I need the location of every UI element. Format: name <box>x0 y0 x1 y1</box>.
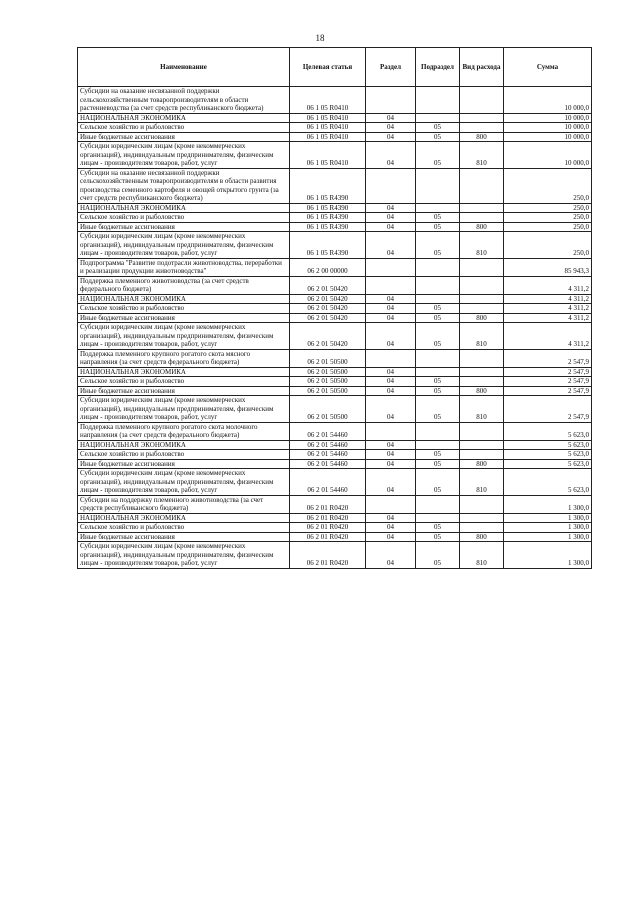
cell-target: 06 2 01 54460 <box>290 422 366 440</box>
cell-target: 06 2 01 54460 <box>290 450 366 460</box>
cell-subsection <box>416 440 460 450</box>
cell-target: 06 2 01 R0420 <box>290 513 366 523</box>
table-row <box>78 469 592 496</box>
cell-subsection: 05 <box>416 123 460 133</box>
cell-expense-type <box>460 87 504 114</box>
cell-sum: 5 623,0 <box>504 469 592 496</box>
cell-name: Субсидии на поддержку племенного животноводства (за счет средств республиканского бюджета) <box>78 495 290 513</box>
cell-subsection: 05 <box>416 459 460 469</box>
cell-target: 06 1 05 R4390 <box>290 222 366 232</box>
cell-sum: 10 000,0 <box>504 113 592 123</box>
cell-sum: 2 547,9 <box>504 386 592 396</box>
cell-name: Иные бюджетные ассигнования <box>78 313 290 323</box>
table-row <box>78 349 592 367</box>
cell-name: НАЦИОНАЛЬНАЯ ЭКОНОМИКА <box>78 203 290 213</box>
table-row <box>78 87 592 114</box>
cell-name: Иные бюджетные ассигнования <box>78 386 290 396</box>
cell-target: 06 1 05 R0410 <box>290 87 366 114</box>
table-row <box>78 386 592 396</box>
cell-sum: 2 547,9 <box>504 349 592 367</box>
cell-sum: 1 300,0 <box>504 523 592 533</box>
cell-subsection <box>416 422 460 440</box>
cell-section <box>366 87 416 114</box>
header-name: Наименование <box>78 48 290 87</box>
cell-name: Иные бюджетные ассигнования <box>78 132 290 142</box>
cell-expense-type <box>460 349 504 367</box>
cell-name: Поддержка племенного животноводства (за счет средств федерального бюджета) <box>78 276 290 294</box>
cell-subsection: 05 <box>416 377 460 387</box>
cell-section: 04 <box>366 450 416 460</box>
cell-sum: 85 943,3 <box>504 258 592 276</box>
cell-section <box>366 168 416 203</box>
table-row <box>78 113 592 123</box>
cell-name: Иные бюджетные ассигнования <box>78 459 290 469</box>
cell-subsection: 05 <box>416 386 460 396</box>
cell-subsection: 05 <box>416 132 460 142</box>
cell-name: Поддержка племенного крупного рогатого скота мясного направления (за счет средств федерального бюджета) <box>78 349 290 367</box>
cell-name: Сельское хозяйство и рыболовство <box>78 523 290 533</box>
cell-subsection: 05 <box>416 232 460 259</box>
cell-target: 06 2 01 R0420 <box>290 523 366 533</box>
cell-target: 06 2 01 50500 <box>290 377 366 387</box>
table-row <box>78 123 592 133</box>
cell-subsection: 05 <box>416 323 460 350</box>
cell-sum: 250,0 <box>504 213 592 223</box>
cell-name: НАЦИОНАЛЬНАЯ ЭКОНОМИКА <box>78 513 290 523</box>
cell-sum: 2 547,9 <box>504 396 592 423</box>
cell-sum: 5 623,0 <box>504 422 592 440</box>
cell-sum: 250,0 <box>504 222 592 232</box>
cell-target: 06 1 05 R0410 <box>290 132 366 142</box>
cell-sum: 5 623,0 <box>504 450 592 460</box>
cell-expense-type <box>460 377 504 387</box>
cell-sum: 1 300,0 <box>504 495 592 513</box>
cell-subsection: 05 <box>416 142 460 169</box>
cell-expense-type: 800 <box>460 132 504 142</box>
table-row <box>78 396 592 423</box>
header-sum: Сумма <box>504 48 592 87</box>
cell-target: 06 2 01 50500 <box>290 396 366 423</box>
cell-sum: 10 000,0 <box>504 142 592 169</box>
cell-sum: 10 000,0 <box>504 132 592 142</box>
cell-expense-type: 810 <box>460 542 504 569</box>
cell-expense-type <box>460 523 504 533</box>
cell-name: НАЦИОНАЛЬНАЯ ЭКОНОМИКА <box>78 367 290 377</box>
cell-expense-type <box>460 513 504 523</box>
cell-subsection <box>416 349 460 367</box>
cell-subsection: 05 <box>416 469 460 496</box>
cell-section: 04 <box>366 113 416 123</box>
cell-section: 04 <box>366 377 416 387</box>
cell-name: НАЦИОНАЛЬНАЯ ЭКОНОМИКА <box>78 113 290 123</box>
cell-subsection: 05 <box>416 523 460 533</box>
cell-name: Субсидии юридическим лицам (кроме некоммерческих организаций), индивидуальным предпринимателям, физическим лицам - производителям товаров, работ, услуг <box>78 232 290 259</box>
cell-section: 04 <box>366 232 416 259</box>
cell-sum: 10 000,0 <box>504 87 592 114</box>
cell-expense-type <box>460 495 504 513</box>
cell-name: Сельское хозяйство и рыболовство <box>78 213 290 223</box>
cell-section: 04 <box>366 142 416 169</box>
cell-expense-type <box>460 258 504 276</box>
cell-section: 04 <box>366 542 416 569</box>
cell-section: 04 <box>366 523 416 533</box>
cell-section: 04 <box>366 304 416 314</box>
table-row <box>78 495 592 513</box>
cell-target: 06 2 01 50500 <box>290 367 366 377</box>
cell-target: 06 1 05 R0410 <box>290 123 366 133</box>
table-row <box>78 276 592 294</box>
table-row <box>78 132 592 142</box>
cell-name: Субсидии юридическим лицам (кроме некоммерческих организаций), индивидуальным предпринимателям, физическим лицам - производителям товаров, работ, услуг <box>78 396 290 423</box>
table-row <box>78 513 592 523</box>
table-row <box>78 523 592 533</box>
cell-section: 04 <box>366 386 416 396</box>
page-number: 18 <box>315 33 325 43</box>
table-row <box>78 313 592 323</box>
cell-target: 06 1 05 R0410 <box>290 113 366 123</box>
cell-subsection <box>416 168 460 203</box>
cell-name: Сельское хозяйство и рыболовство <box>78 377 290 387</box>
cell-target: 06 2 01 50500 <box>290 349 366 367</box>
cell-section: 04 <box>366 396 416 423</box>
cell-section: 04 <box>366 459 416 469</box>
cell-name: Поддержка племенного крупного рогатого скота молочного направления (за счет средств федерального бюджета) <box>78 422 290 440</box>
cell-expense-type <box>460 203 504 213</box>
cell-sum: 10 000,0 <box>504 123 592 133</box>
cell-section: 04 <box>366 513 416 523</box>
header-subsection: Подраздел <box>416 48 460 87</box>
cell-name: Иные бюджетные ассигнования <box>78 532 290 542</box>
cell-target: 06 2 01 50420 <box>290 294 366 304</box>
cell-sum: 4 311,2 <box>504 313 592 323</box>
table-row <box>78 377 592 387</box>
cell-name: Субсидии юридическим лицам (кроме некоммерческих организаций), индивидуальным предпринимателям, физическим лицам - производителям товаров, работ, услуг <box>78 323 290 350</box>
table-header-row <box>78 48 592 87</box>
cell-section: 04 <box>366 123 416 133</box>
cell-subsection: 05 <box>416 222 460 232</box>
cell-name: Субсидии на оказание несвязанной поддержки сельскохозяйственным товаропроизводителям в области растениеводства (за счет средств республиканского бюджета) <box>78 87 290 114</box>
table-row <box>78 142 592 169</box>
cell-subsection <box>416 258 460 276</box>
cell-subsection: 05 <box>416 313 460 323</box>
cell-sum: 4 311,2 <box>504 294 592 304</box>
cell-expense-type: 800 <box>460 386 504 396</box>
table-row <box>78 294 592 304</box>
cell-sum: 1 300,0 <box>504 542 592 569</box>
cell-sum: 250,0 <box>504 232 592 259</box>
table-row <box>78 203 592 213</box>
cell-target: 06 2 01 R0420 <box>290 532 366 542</box>
cell-target: 06 2 01 R0420 <box>290 495 366 513</box>
cell-sum: 1 300,0 <box>504 532 592 542</box>
cell-subsection: 05 <box>416 396 460 423</box>
cell-target: 06 1 05 R0410 <box>290 142 366 169</box>
cell-expense-type: 810 <box>460 396 504 423</box>
cell-expense-type: 800 <box>460 313 504 323</box>
cell-sum: 1 300,0 <box>504 513 592 523</box>
cell-target: 06 1 05 R4390 <box>290 203 366 213</box>
cell-name: Сельское хозяйство и рыболовство <box>78 123 290 133</box>
table-row <box>78 532 592 542</box>
cell-section: 04 <box>366 313 416 323</box>
cell-name: Сельское хозяйство и рыболовство <box>78 304 290 314</box>
cell-expense-type: 810 <box>460 142 504 169</box>
cell-section: 04 <box>366 469 416 496</box>
cell-expense-type <box>460 213 504 223</box>
cell-section: 04 <box>366 203 416 213</box>
cell-expense-type <box>460 123 504 133</box>
cell-subsection <box>416 367 460 377</box>
cell-section: 04 <box>366 132 416 142</box>
cell-name: Субсидии юридическим лицам (кроме некоммерческих организаций), индивидуальным предпринимателям, физическим лицам - производителям товаров, работ, услуг <box>78 542 290 569</box>
cell-target: 06 1 05 R4390 <box>290 168 366 203</box>
cell-subsection <box>416 294 460 304</box>
cell-subsection: 05 <box>416 213 460 223</box>
table-row <box>78 422 592 440</box>
table-row <box>78 232 592 259</box>
cell-sum: 5 623,0 <box>504 440 592 450</box>
cell-subsection <box>416 113 460 123</box>
cell-section: 04 <box>366 294 416 304</box>
cell-sum: 4 311,2 <box>504 304 592 314</box>
cell-target: 06 1 05 R4390 <box>290 232 366 259</box>
cell-subsection <box>416 495 460 513</box>
cell-section: 04 <box>366 440 416 450</box>
cell-name: Иные бюджетные ассигнования <box>78 222 290 232</box>
cell-expense-type <box>460 422 504 440</box>
cell-target: 06 2 00 00000 <box>290 258 366 276</box>
cell-name: НАЦИОНАЛЬНАЯ ЭКОНОМИКА <box>78 440 290 450</box>
cell-section: 04 <box>366 323 416 350</box>
cell-expense-type: 800 <box>460 532 504 542</box>
cell-name: Субсидии юридическим лицам (кроме некоммерческих организаций), индивидуальным предпринимателям, физическим лицам - производителям товаров, работ, услуг <box>78 469 290 496</box>
cell-subsection: 05 <box>416 532 460 542</box>
cell-section <box>366 495 416 513</box>
cell-sum: 2 547,9 <box>504 367 592 377</box>
cell-section: 04 <box>366 213 416 223</box>
table-row <box>78 440 592 450</box>
cell-expense-type <box>460 294 504 304</box>
header-expense-type: Вид расхода <box>460 48 504 87</box>
cell-expense-type: 800 <box>460 222 504 232</box>
cell-target: 06 2 01 50420 <box>290 304 366 314</box>
cell-target: 06 2 01 50420 <box>290 276 366 294</box>
cell-sum: 250,0 <box>504 203 592 213</box>
table-row <box>78 168 592 203</box>
cell-expense-type <box>460 440 504 450</box>
table-body <box>78 87 592 569</box>
cell-expense-type <box>460 450 504 460</box>
budget-table <box>77 47 592 569</box>
cell-section: 04 <box>366 367 416 377</box>
table-row <box>78 450 592 460</box>
cell-expense-type: 810 <box>460 469 504 496</box>
cell-subsection <box>416 276 460 294</box>
cell-subsection <box>416 203 460 213</box>
cell-section <box>366 276 416 294</box>
cell-target: 06 2 01 54460 <box>290 440 366 450</box>
cell-target: 06 2 01 50420 <box>290 313 366 323</box>
table-row <box>78 258 592 276</box>
cell-expense-type <box>460 367 504 377</box>
cell-expense-type <box>460 168 504 203</box>
table-row <box>78 222 592 232</box>
cell-subsection: 05 <box>416 542 460 569</box>
cell-subsection: 05 <box>416 450 460 460</box>
cell-section: 04 <box>366 222 416 232</box>
cell-name: НАЦИОНАЛЬНАЯ ЭКОНОМИКА <box>78 294 290 304</box>
cell-section <box>366 422 416 440</box>
table-row <box>78 459 592 469</box>
cell-target: 06 2 01 54460 <box>290 459 366 469</box>
cell-expense-type: 800 <box>460 459 504 469</box>
cell-name: Субсидии юридическим лицам (кроме некоммерческих организаций), индивидуальным предпринимателям, физическим лицам - производителям товаров, работ, услуг <box>78 142 290 169</box>
table-row <box>78 323 592 350</box>
cell-sum: 5 623,0 <box>504 459 592 469</box>
cell-name: Субсидии на оказание несвязанной поддержки сельскохозяйственным товаропроизводителям в области развития производства семенного картофеля и овощей открытого грунта (за счет средств республиканского бюджета) <box>78 168 290 203</box>
cell-sum: 250,0 <box>504 168 592 203</box>
cell-expense-type <box>460 276 504 294</box>
cell-subsection: 05 <box>416 304 460 314</box>
cell-sum: 4 311,2 <box>504 276 592 294</box>
cell-target: 06 2 01 50500 <box>290 386 366 396</box>
cell-sum: 2 547,9 <box>504 377 592 387</box>
header-target: Целевая статья <box>290 48 366 87</box>
cell-name: Подпрограмма "Развитие подотрасли животноводства, переработки и реализации продукции животноводства" <box>78 258 290 276</box>
cell-expense-type: 810 <box>460 232 504 259</box>
table-row <box>78 213 592 223</box>
cell-target: 06 1 05 R4390 <box>290 213 366 223</box>
cell-target: 06 2 01 54460 <box>290 469 366 496</box>
cell-target: 06 2 01 R0420 <box>290 542 366 569</box>
cell-name: Сельское хозяйство и рыболовство <box>78 450 290 460</box>
cell-target: 06 2 01 50420 <box>290 323 366 350</box>
table-row <box>78 367 592 377</box>
cell-section: 04 <box>366 532 416 542</box>
cell-expense-type: 810 <box>460 323 504 350</box>
cell-expense-type <box>460 113 504 123</box>
header-section: Раздел <box>366 48 416 87</box>
table-row <box>78 542 592 569</box>
cell-expense-type <box>460 304 504 314</box>
cell-subsection <box>416 513 460 523</box>
cell-sum: 4 311,2 <box>504 323 592 350</box>
table-row <box>78 304 592 314</box>
cell-section <box>366 258 416 276</box>
cell-section <box>366 349 416 367</box>
cell-subsection <box>416 87 460 114</box>
